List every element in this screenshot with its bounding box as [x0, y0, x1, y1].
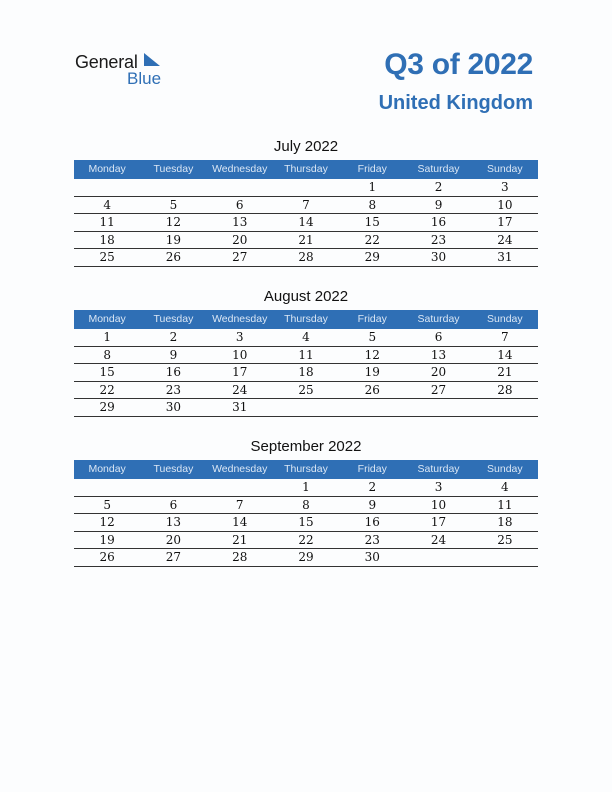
day-cell: 30	[364, 550, 380, 564]
day-cell: 13	[232, 215, 248, 229]
day-cell: 2	[434, 180, 443, 194]
day-cell: 26	[364, 382, 380, 397]
day-cell: 23	[364, 532, 380, 547]
day-cell: 12	[165, 215, 182, 229]
day-cell: 21	[497, 365, 513, 379]
day-cell: 5	[368, 330, 377, 344]
weekday-label: Monday	[88, 463, 126, 475]
day-cell: 21	[298, 232, 314, 247]
day-cell: 11	[99, 215, 115, 229]
week-row	[74, 479, 538, 497]
weekday-label: Saturday	[417, 163, 460, 175]
day-cell: 3	[235, 330, 244, 344]
day-cell: 22	[99, 382, 115, 397]
day-cell: 19	[364, 365, 380, 379]
day-cell: 27	[430, 382, 447, 397]
day-cell: 4	[302, 330, 310, 344]
day-cell: 17	[232, 365, 248, 379]
weekday-label: Wednesday	[212, 463, 268, 475]
weekday-label: Wednesday	[212, 313, 268, 325]
weekday-label: Saturday	[417, 313, 460, 325]
day-cell: 16	[165, 365, 182, 379]
week-row	[74, 497, 538, 515]
day-cell: 15	[99, 365, 115, 379]
weekday-header-row	[74, 310, 538, 329]
weekday-header-row	[74, 460, 538, 479]
week-row	[74, 214, 538, 232]
weekday-label: Sunday	[487, 463, 523, 475]
week-row	[74, 232, 538, 250]
day-cell: 15	[364, 215, 380, 229]
day-cell: 20	[430, 365, 447, 379]
day-cell: 10	[232, 347, 248, 362]
weekday-label: Sunday	[487, 163, 523, 175]
day-cell: 11	[497, 497, 513, 512]
day-cell: 23	[430, 232, 447, 247]
weekday-label: Friday	[357, 163, 387, 175]
day-cell: 16	[430, 215, 447, 229]
day-cell	[140, 479, 206, 496]
logo-triangle-icon	[144, 53, 160, 67]
day-cell: 18	[298, 365, 314, 379]
day-cell: 6	[235, 197, 244, 212]
day-cell: 8	[302, 497, 310, 512]
day-cell: 26	[99, 550, 115, 564]
day-cell: 10	[497, 197, 513, 212]
week-row	[74, 549, 538, 567]
day-cell: 26	[165, 250, 182, 264]
day-cell: 1	[103, 330, 111, 344]
day-cell: 30	[430, 250, 447, 264]
day-cell: 2	[368, 480, 377, 494]
day-cell: 28	[298, 250, 314, 264]
day-cell: 4	[103, 197, 111, 212]
week-row	[74, 532, 538, 550]
week-row	[74, 329, 538, 347]
day-cell: 29	[99, 400, 115, 414]
day-cell: 9	[368, 497, 377, 512]
day-cell: 19	[165, 232, 182, 247]
day-cell: 13	[430, 347, 447, 362]
day-cell: 10	[430, 497, 447, 512]
weekday-label: Tuesday	[153, 313, 194, 325]
day-cell: 15	[298, 515, 314, 529]
week-row	[74, 249, 538, 267]
country-subtitle: United Kingdom	[378, 92, 533, 114]
day-cell: 24	[497, 232, 513, 247]
month-title: August 2022	[263, 288, 349, 305]
day-cell: 18	[497, 515, 513, 529]
day-cell: 17	[430, 515, 447, 529]
weekday-label: Tuesday	[153, 463, 194, 475]
day-cell: 9	[434, 197, 443, 212]
month-calendar-september	[74, 436, 538, 567]
day-cell: 1	[302, 480, 310, 494]
day-cell: 28	[497, 382, 513, 397]
weekday-label: Saturday	[417, 463, 460, 475]
day-cell: 6	[169, 497, 178, 512]
day-cell: 5	[169, 197, 178, 212]
month-calendar-july	[74, 136, 538, 267]
day-cell: 2	[169, 330, 178, 344]
day-cell: 12	[99, 515, 115, 529]
day-cell: 31	[232, 400, 248, 414]
day-cell: 27	[165, 550, 182, 564]
day-cell	[273, 399, 339, 416]
weekday-label: Friday	[357, 313, 387, 325]
logo-text-blue: Blue	[127, 69, 162, 88]
month-calendar-august	[74, 286, 538, 417]
day-cell: 24	[232, 382, 248, 397]
weekday-label: Friday	[357, 463, 387, 475]
day-cell: 20	[232, 232, 248, 247]
day-cell	[207, 479, 273, 496]
day-cell: 28	[232, 550, 248, 564]
day-cell: 1	[368, 180, 377, 194]
day-cell: 7	[235, 497, 244, 512]
day-cell	[405, 399, 471, 416]
day-cell: 19	[99, 532, 115, 547]
day-cell: 12	[364, 347, 380, 362]
day-cell	[74, 179, 140, 196]
day-cell: 20	[165, 532, 182, 547]
day-cell: 6	[434, 330, 443, 344]
month-title: July 2022	[273, 138, 339, 155]
day-cell	[339, 399, 405, 416]
week-row	[74, 399, 538, 417]
day-cell	[140, 179, 206, 196]
day-cell: 29	[298, 550, 314, 564]
weekday-label: Thursday	[284, 163, 328, 175]
weekday-label: Monday	[88, 313, 126, 325]
weekday-label: Wednesday	[212, 163, 268, 175]
weekday-label: Tuesday	[153, 163, 194, 175]
day-cell	[405, 549, 471, 566]
day-cell	[273, 179, 339, 196]
week-row	[74, 197, 538, 215]
week-row	[74, 364, 538, 382]
day-cell: 29	[364, 250, 380, 264]
day-cell: 14	[298, 215, 314, 229]
logo-text-general: General	[75, 52, 138, 72]
day-cell: 5	[103, 497, 111, 512]
day-cell: 30	[165, 400, 182, 414]
day-cell: 8	[368, 197, 377, 212]
day-cell: 17	[497, 215, 513, 229]
generalblue-logo	[75, 50, 185, 90]
day-cell: 8	[103, 347, 111, 362]
day-cell	[472, 549, 538, 566]
weekday-header-row	[74, 160, 538, 179]
day-cell: 3	[434, 480, 443, 494]
weekday-label: Monday	[88, 163, 126, 175]
day-cell: 25	[497, 532, 513, 547]
page-title: Q3 of 2022	[384, 48, 533, 81]
day-cell: 11	[298, 347, 314, 362]
day-cell: 14	[232, 515, 248, 529]
day-cell	[207, 179, 273, 196]
week-row	[74, 382, 538, 400]
day-cell: 27	[232, 250, 248, 264]
day-cell: 4	[501, 480, 509, 494]
day-cell: 23	[165, 382, 182, 397]
day-cell: 3	[501, 180, 509, 194]
day-cell: 21	[232, 532, 248, 547]
week-row	[74, 347, 538, 365]
day-cell: 22	[298, 532, 314, 547]
day-cell: 7	[501, 330, 509, 344]
day-cell: 25	[99, 250, 115, 264]
month-title: September 2022	[250, 438, 362, 455]
weekday-label: Sunday	[487, 313, 523, 325]
day-cell: 7	[302, 197, 310, 212]
weekday-label: Thursday	[284, 463, 328, 475]
day-cell: 24	[430, 532, 447, 547]
day-cell	[472, 399, 538, 416]
day-cell: 9	[169, 347, 178, 362]
weekday-label: Thursday	[284, 313, 328, 325]
day-cell: 25	[298, 382, 314, 397]
week-row	[74, 514, 538, 532]
day-cell: 31	[497, 250, 513, 264]
day-cell: 14	[497, 347, 513, 362]
day-cell: 22	[364, 232, 380, 247]
week-row	[74, 179, 538, 197]
day-cell: 13	[165, 515, 182, 529]
day-cell: 18	[99, 232, 115, 247]
day-cell	[74, 479, 140, 496]
day-cell: 16	[364, 515, 380, 529]
